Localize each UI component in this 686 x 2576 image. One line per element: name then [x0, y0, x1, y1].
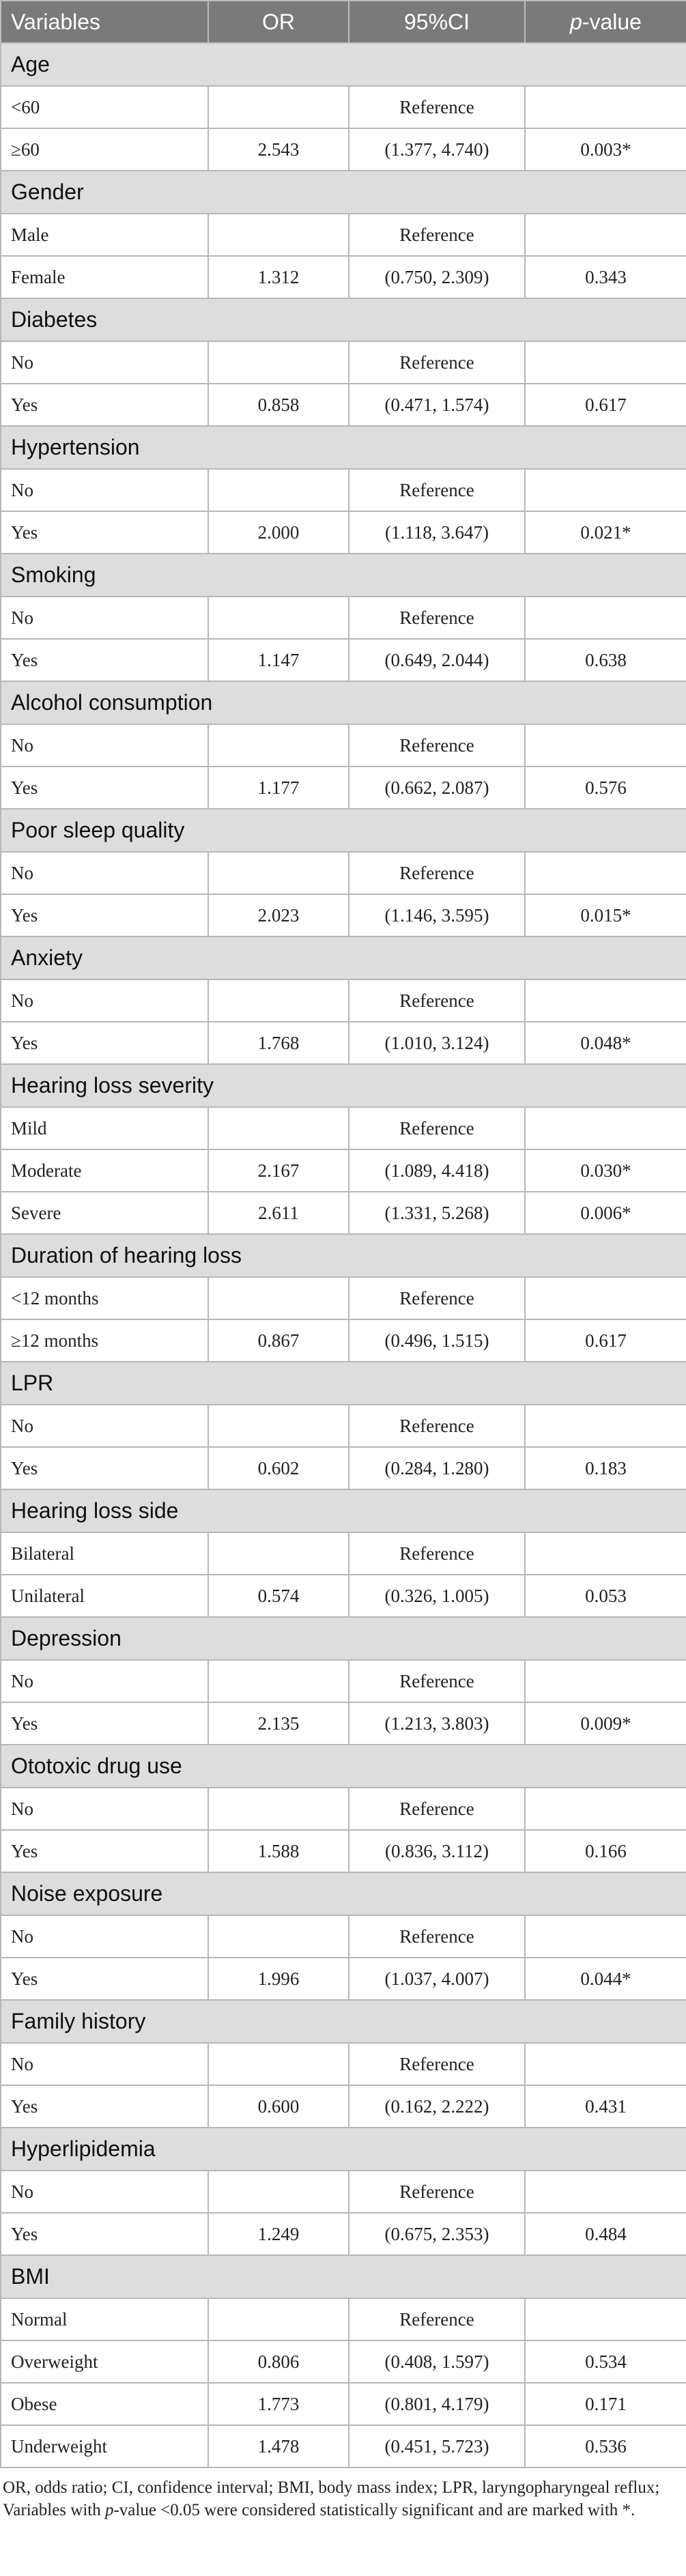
row-label-cell: Yes [1, 1702, 208, 1745]
p-value-cell [525, 2043, 686, 2085]
or-cell [208, 1405, 349, 1447]
table-row [1, 2425, 686, 2467]
ci-cell: (1.118, 3.647) [349, 511, 525, 554]
or-cell: 0.858 [208, 384, 349, 426]
table-row [1, 1788, 686, 1830]
p-value-cell: 0.166 [525, 1830, 686, 1872]
row-label-cell: Yes [1, 1830, 208, 1872]
table-header [1, 1, 686, 43]
group-label: Diabetes [1, 298, 686, 341]
ci-cell: (1.213, 3.803) [349, 1702, 525, 1745]
or-cell: 1.996 [208, 1958, 349, 2000]
table-row [1, 1660, 686, 1702]
row-label-cell: No [1, 469, 208, 511]
ci-cell: Reference [349, 724, 525, 767]
ci-cell: Reference [349, 1405, 525, 1447]
or-cell [208, 86, 349, 128]
ci-cell: (1.037, 4.007) [349, 1958, 525, 2000]
or-cell [208, 2298, 349, 2341]
table-row [1, 469, 686, 511]
table-row [1, 1702, 686, 1745]
ci-cell: Reference [349, 979, 525, 1022]
group-label: Hyperlipidemia [1, 2128, 686, 2171]
or-cell [208, 1660, 349, 1702]
or-cell [208, 214, 349, 256]
table-row [1, 384, 686, 426]
group-row [1, 1234, 686, 1277]
group-row [1, 43, 686, 86]
p-value-cell: 0.484 [525, 2213, 686, 2255]
row-label-cell: Yes [1, 2085, 208, 2128]
table-row [1, 341, 686, 384]
ci-cell: Reference [349, 1532, 525, 1575]
row-label-cell: ≥12 months [1, 1319, 208, 1362]
table-footnote [0, 2468, 686, 2521]
group-label: Hearing loss severity [1, 1064, 686, 1107]
ci-cell: (1.010, 3.124) [349, 1022, 525, 1064]
row-label-cell: Yes [1, 384, 208, 426]
row-label-cell: No [1, 724, 208, 767]
row-label-cell: Yes [1, 1022, 208, 1064]
p-value-cell [525, 469, 686, 511]
ci-cell: (0.675, 2.353) [349, 2213, 525, 2255]
row-label-cell: No [1, 341, 208, 384]
table-row [1, 1319, 686, 1362]
table-row [1, 1915, 686, 1958]
or-cell [208, 2043, 349, 2085]
or-cell: 0.806 [208, 2341, 349, 2383]
row-label-cell: No [1, 979, 208, 1022]
or-cell [208, 1107, 349, 1149]
or-cell [208, 1532, 349, 1575]
or-cell: 0.574 [208, 1575, 349, 1617]
or-cell: 1.588 [208, 1830, 349, 1872]
table-row [1, 852, 686, 894]
or-cell: 2.611 [208, 1192, 349, 1234]
p-value-cell [525, 2298, 686, 2341]
table-row [1, 1277, 686, 1319]
header-variables: Variables [1, 1, 208, 43]
group-row [1, 1617, 686, 1660]
group-label: Alcohol consumption [1, 681, 686, 724]
table-row [1, 639, 686, 681]
or-cell [208, 852, 349, 894]
group-label: LPR [1, 1362, 686, 1405]
row-label-cell: <60 [1, 86, 208, 128]
or-cell [208, 979, 349, 1022]
group-label: Anxiety [1, 936, 686, 979]
p-value-cell [525, 2171, 686, 2213]
table-row [1, 767, 686, 809]
table-row [1, 2341, 686, 2383]
row-label-cell: <12 months [1, 1277, 208, 1319]
or-cell: 1.147 [208, 639, 349, 681]
p-value-cell: 0.534 [525, 2341, 686, 2383]
p-value-cell [525, 86, 686, 128]
table-row [1, 1532, 686, 1575]
ci-cell: Reference [349, 214, 525, 256]
group-row [1, 1872, 686, 1915]
group-label: Gender [1, 171, 686, 214]
row-label-cell: Mild [1, 1107, 208, 1149]
table-row [1, 979, 686, 1022]
p-value-cell: 0.021* [525, 511, 686, 554]
p-value-cell [525, 1532, 686, 1575]
row-label-cell: No [1, 852, 208, 894]
ci-cell: Reference [349, 1660, 525, 1702]
row-label-cell: Yes [1, 1958, 208, 2000]
row-label-cell: Yes [1, 767, 208, 809]
ci-cell: (0.162, 2.222) [349, 2085, 525, 2128]
header-ci: 95%CI [349, 1, 525, 43]
or-cell [208, 2171, 349, 2213]
footnote-part1: OR, odds ratio; CI, confidence interval; BMI, body mass index; LPR, laryngopharyngeal reflux; Variables with [3, 2478, 660, 2519]
ci-cell: (0.408, 1.597) [349, 2341, 525, 2383]
ci-cell: (0.284, 1.280) [349, 1447, 525, 1489]
or-cell: 1.177 [208, 767, 349, 809]
or-cell [208, 1915, 349, 1958]
ci-cell: Reference [349, 469, 525, 511]
p-value-cell: 0.431 [525, 2085, 686, 2128]
or-cell: 1.312 [208, 256, 349, 298]
group-label: Age [1, 43, 686, 86]
group-label: Family history [1, 2000, 686, 2043]
p-value-cell: 0.048* [525, 1022, 686, 1064]
group-row [1, 1064, 686, 1107]
p-value-cell: 0.638 [525, 639, 686, 681]
table-body [1, 43, 686, 2467]
p-value-cell [525, 852, 686, 894]
p-value-cell: 0.003* [525, 128, 686, 171]
group-row [1, 2255, 686, 2298]
ci-cell: (0.801, 4.179) [349, 2383, 525, 2425]
group-row [1, 171, 686, 214]
group-row [1, 681, 686, 724]
table-row [1, 1022, 686, 1064]
p-value-cell [525, 1107, 686, 1149]
or-cell: 0.600 [208, 2085, 349, 2128]
row-label-cell: No [1, 1788, 208, 1830]
ci-cell: (1.331, 5.268) [349, 1192, 525, 1234]
or-cell: 2.000 [208, 511, 349, 554]
or-cell: 1.249 [208, 2213, 349, 2255]
p-value-cell: 0.576 [525, 767, 686, 809]
p-value-cell [525, 597, 686, 639]
group-label: Hypertension [1, 426, 686, 469]
footnote-p-italic: p [104, 2501, 114, 2519]
group-label: Duration of hearing loss [1, 1234, 686, 1277]
or-cell [208, 1788, 349, 1830]
table-row [1, 2298, 686, 2341]
p-value-cell: 0.053 [525, 1575, 686, 1617]
or-cell [208, 341, 349, 384]
row-label-cell: No [1, 597, 208, 639]
group-label: Ototoxic drug use [1, 1745, 686, 1788]
p-value-cell [525, 214, 686, 256]
group-label: Smoking [1, 554, 686, 597]
ci-cell: (0.750, 2.309) [349, 256, 525, 298]
row-label-cell: ≥60 [1, 128, 208, 171]
ci-cell: (0.649, 2.044) [349, 639, 525, 681]
or-cell [208, 597, 349, 639]
ci-cell: Reference [349, 1107, 525, 1149]
ci-cell: Reference [349, 341, 525, 384]
row-label-cell: Normal [1, 2298, 208, 2341]
ci-cell: (1.089, 4.418) [349, 1149, 525, 1192]
or-cell: 1.768 [208, 1022, 349, 1064]
group-label: Depression [1, 1617, 686, 1660]
p-value-cell [525, 1915, 686, 1958]
or-cell [208, 724, 349, 767]
table-row [1, 128, 686, 171]
p-value-cell: 0.006* [525, 1192, 686, 1234]
or-cell: 1.478 [208, 2425, 349, 2467]
header-p-italic: p [570, 9, 582, 34]
table-row [1, 2085, 686, 2128]
group-label: Hearing loss side [1, 1489, 686, 1532]
table-row [1, 86, 686, 128]
table-row [1, 2171, 686, 2213]
or-cell: 2.543 [208, 128, 349, 171]
p-value-cell: 0.030* [525, 1149, 686, 1192]
row-label-cell: Underweight [1, 2425, 208, 2467]
ci-cell: (1.377, 4.740) [349, 128, 525, 171]
p-value-cell [525, 724, 686, 767]
row-label-cell: Yes [1, 1447, 208, 1489]
group-row [1, 936, 686, 979]
p-value-cell [525, 341, 686, 384]
group-row [1, 1362, 686, 1405]
p-value-cell: 0.343 [525, 256, 686, 298]
group-row [1, 1489, 686, 1532]
ci-cell: Reference [349, 852, 525, 894]
or-cell: 1.773 [208, 2383, 349, 2425]
table-row [1, 1192, 686, 1234]
ci-cell: (0.836, 3.112) [349, 1830, 525, 1872]
ci-cell: (0.326, 1.005) [349, 1575, 525, 1617]
row-label-cell: Female [1, 256, 208, 298]
table-row [1, 256, 686, 298]
row-label-cell: Unilateral [1, 1575, 208, 1617]
table-row [1, 894, 686, 936]
or-cell [208, 469, 349, 511]
p-value-cell: 0.009* [525, 1702, 686, 1745]
row-label-cell: No [1, 2043, 208, 2085]
row-label-cell: Yes [1, 639, 208, 681]
group-row [1, 2000, 686, 2043]
row-label-cell: No [1, 1405, 208, 1447]
or-cell: 0.602 [208, 1447, 349, 1489]
p-value-cell: 0.536 [525, 2425, 686, 2467]
table-row [1, 511, 686, 554]
p-value-cell: 0.015* [525, 894, 686, 936]
group-row [1, 1745, 686, 1788]
row-label-cell: No [1, 2171, 208, 2213]
p-value-cell: 0.183 [525, 1447, 686, 1489]
or-cell: 2.023 [208, 894, 349, 936]
header-p-value [525, 1, 686, 43]
row-label-cell: Bilateral [1, 1532, 208, 1575]
row-label-cell: No [1, 1660, 208, 1702]
table-row [1, 2043, 686, 2085]
header-row [1, 1, 686, 43]
group-row [1, 298, 686, 341]
or-cell: 2.135 [208, 1702, 349, 1745]
p-value-cell: 0.171 [525, 2383, 686, 2425]
p-value-cell: 0.044* [525, 1958, 686, 2000]
table-row [1, 1575, 686, 1617]
ci-cell: Reference [349, 1915, 525, 1958]
group-label: Noise exposure [1, 1872, 686, 1915]
table-row [1, 597, 686, 639]
p-value-cell: 0.617 [525, 384, 686, 426]
ci-cell: (0.662, 2.087) [349, 767, 525, 809]
group-row [1, 2128, 686, 2171]
table-row [1, 2383, 686, 2425]
group-row [1, 426, 686, 469]
ci-cell: (0.496, 1.515) [349, 1319, 525, 1362]
header-or: OR [208, 1, 349, 43]
row-label-cell: Yes [1, 511, 208, 554]
ci-cell: Reference [349, 86, 525, 128]
table-row [1, 1107, 686, 1149]
ci-cell: Reference [349, 2043, 525, 2085]
row-label-cell: Obese [1, 2383, 208, 2425]
ci-cell: (0.451, 5.723) [349, 2425, 525, 2467]
row-label-cell: Male [1, 214, 208, 256]
ci-cell: Reference [349, 2171, 525, 2213]
row-label-cell: Moderate [1, 1149, 208, 1192]
row-label-cell: Overweight [1, 2341, 208, 2383]
group-label: BMI [1, 2255, 686, 2298]
ci-cell: Reference [349, 1277, 525, 1319]
row-label-cell: Severe [1, 1192, 208, 1234]
table-row [1, 1447, 686, 1489]
p-value-cell [525, 1277, 686, 1319]
row-label-cell: No [1, 1915, 208, 1958]
or-cell: 2.167 [208, 1149, 349, 1192]
table-row [1, 214, 686, 256]
ci-cell: (0.471, 1.574) [349, 384, 525, 426]
p-value-cell [525, 1660, 686, 1702]
table-row [1, 724, 686, 767]
p-value-cell: 0.617 [525, 1319, 686, 1362]
group-label: Poor sleep quality [1, 809, 686, 852]
row-label-cell: Yes [1, 2213, 208, 2255]
ci-cell: Reference [349, 1788, 525, 1830]
ci-cell: (1.146, 3.595) [349, 894, 525, 936]
table-row [1, 1830, 686, 1872]
header-p-rest: -value [582, 9, 642, 34]
p-value-cell [525, 1405, 686, 1447]
group-row [1, 554, 686, 597]
ci-cell: Reference [349, 597, 525, 639]
or-cell [208, 1277, 349, 1319]
table-row [1, 2213, 686, 2255]
table-row [1, 1958, 686, 2000]
p-value-cell [525, 979, 686, 1022]
ci-cell: Reference [349, 2298, 525, 2341]
table-row [1, 1149, 686, 1192]
footnote-part2: -value <0.05 were considered statistically significant and are marked with *. [113, 2501, 635, 2519]
table-row [1, 1405, 686, 1447]
or-cell: 0.867 [208, 1319, 349, 1362]
row-label-cell: Yes [1, 894, 208, 936]
group-row [1, 809, 686, 852]
p-value-cell [525, 1788, 686, 1830]
